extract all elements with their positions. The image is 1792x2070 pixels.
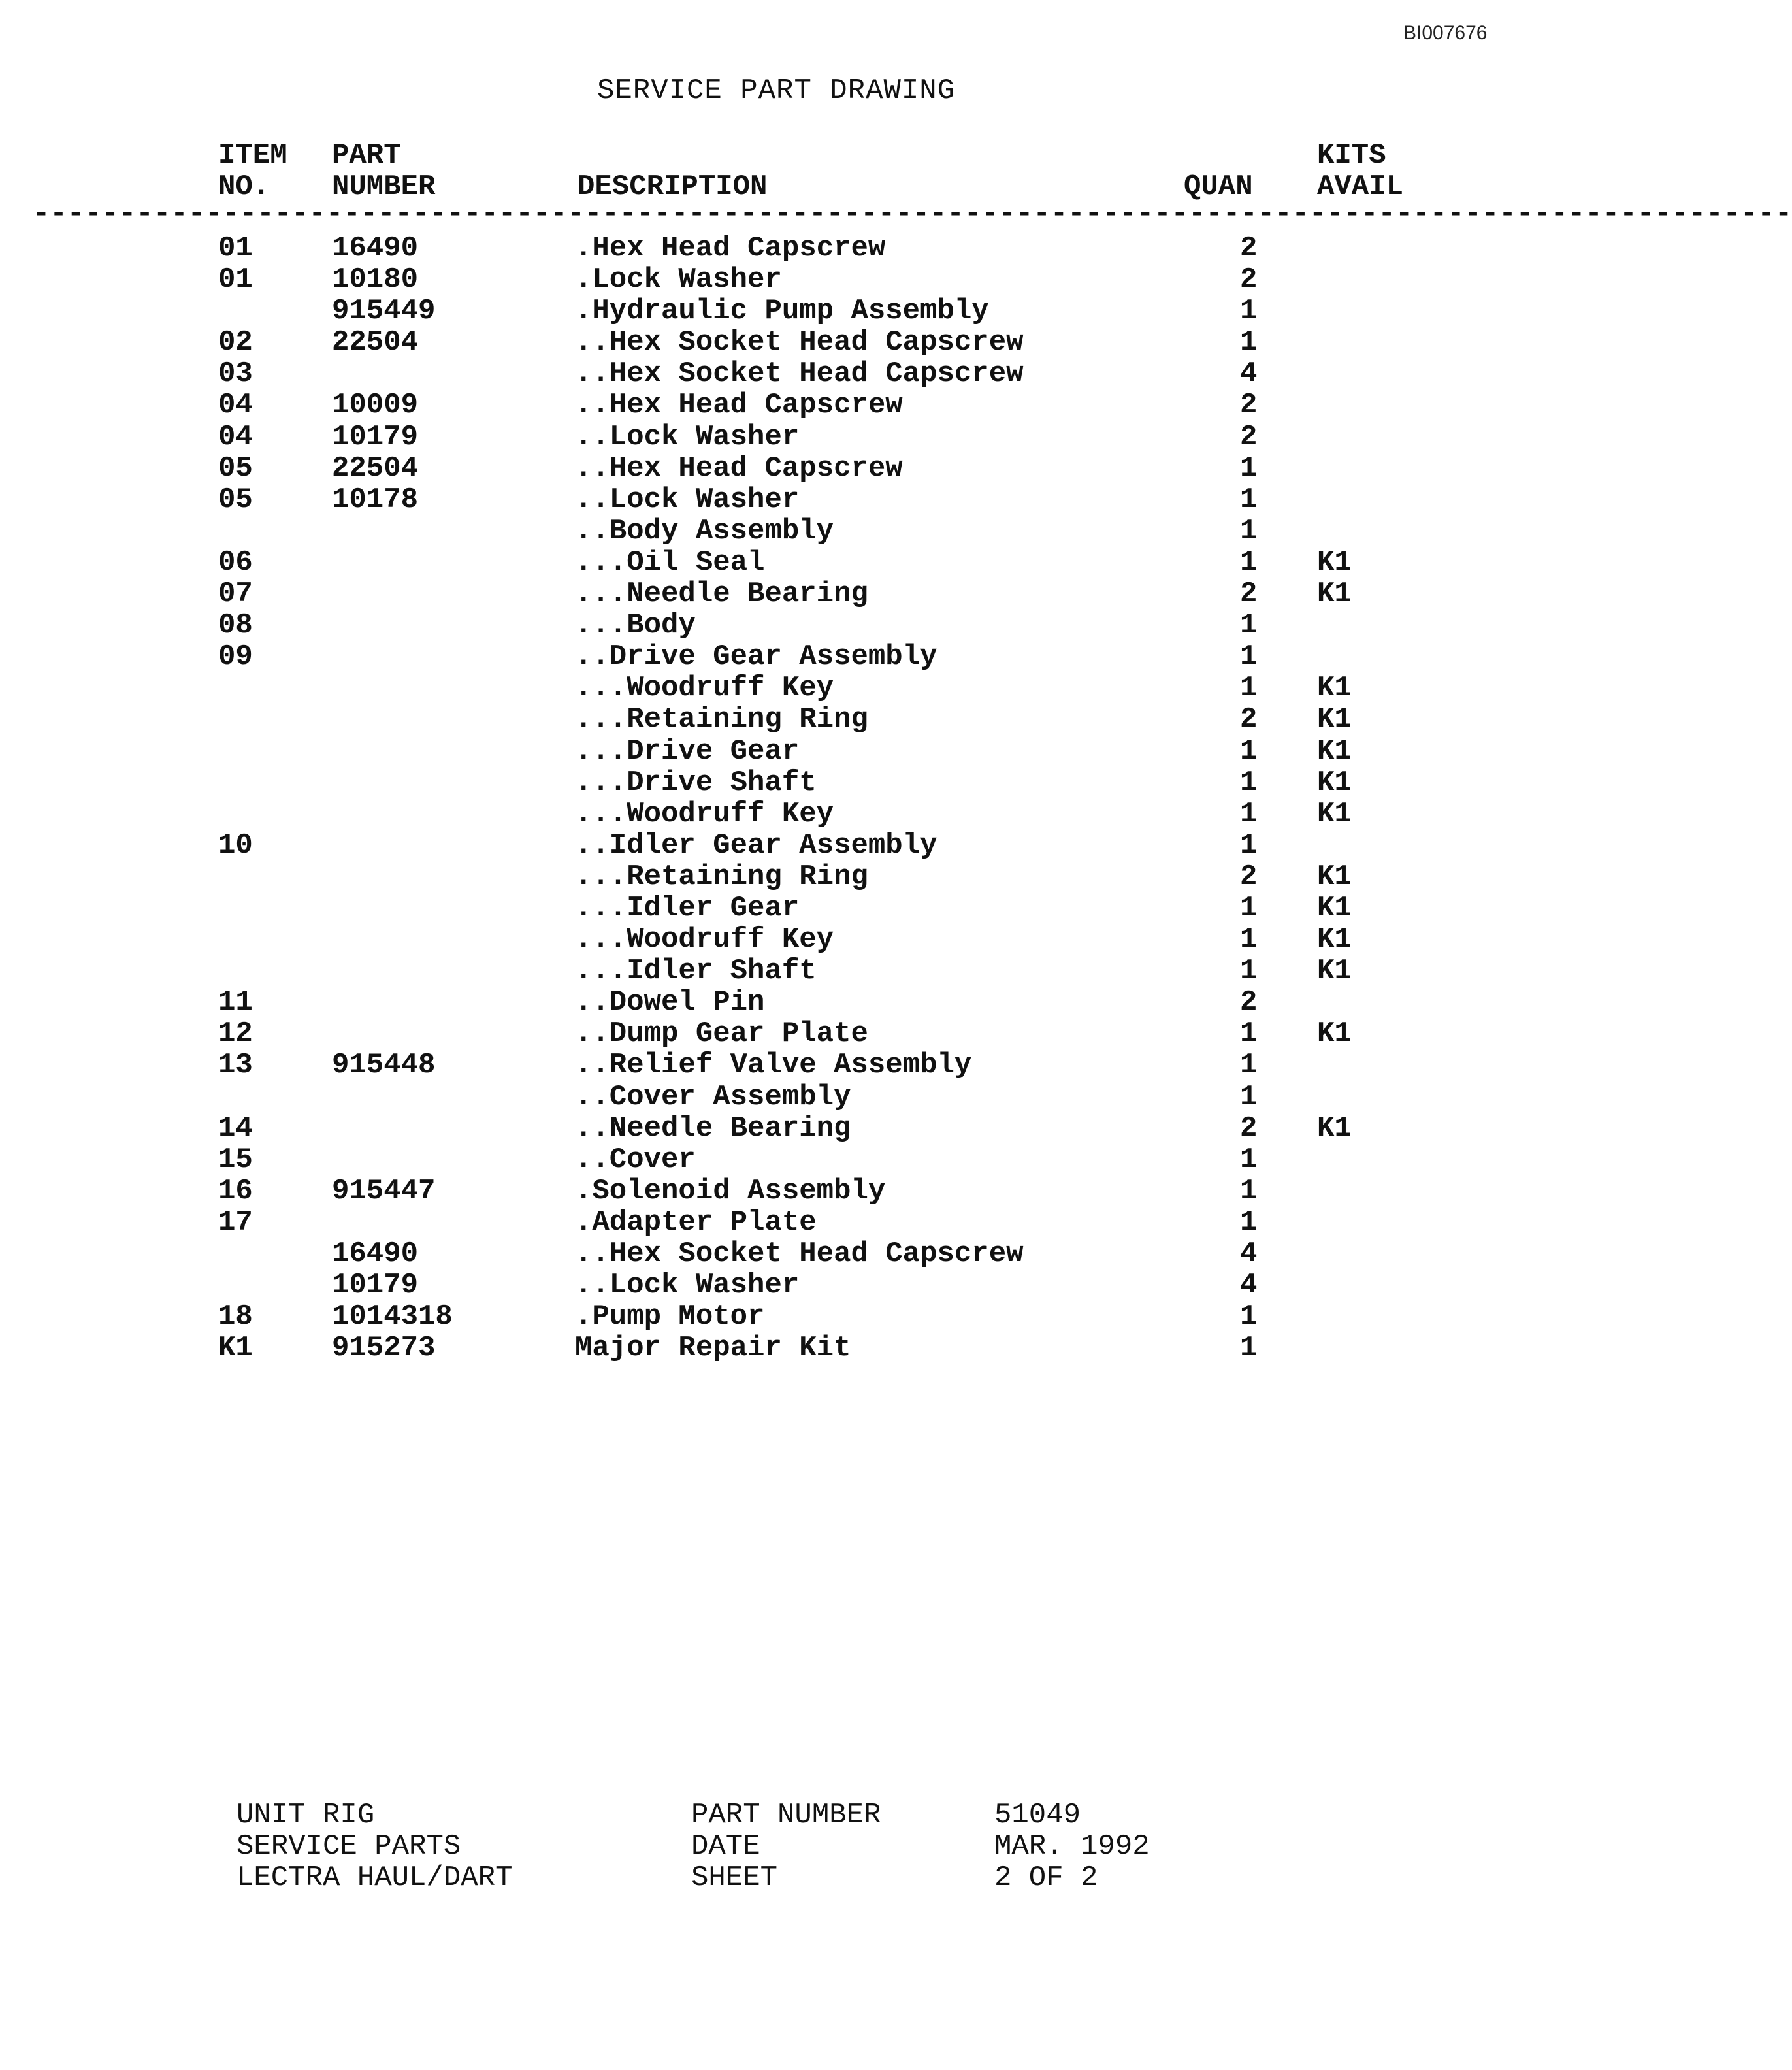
kit-cell: K1 (1317, 546, 1352, 579)
quantity-cell: 4 (1240, 357, 1258, 391)
table-row (0, 1018, 1599, 1049)
footer-label-sheet: SHEET (691, 1862, 778, 1894)
header-item-line2: NO. (218, 171, 270, 203)
description-cell: .Hydraulic Pump Assembly (575, 295, 989, 328)
item-no-cell: 05 (218, 452, 253, 485)
part-number-cell: 16490 (332, 232, 419, 265)
part-number-cell: 10179 (332, 420, 419, 453)
part-number-cell: 915448 (332, 1049, 436, 1082)
kit-cell: K1 (1317, 672, 1352, 705)
description-cell: Major Repair Kit (575, 1332, 851, 1365)
item-no-cell: 10 (218, 829, 253, 862)
table-row (0, 861, 1599, 893)
footer-labels (691, 1799, 881, 1894)
table-row (0, 1238, 1599, 1270)
description-cell: ...Retaining Ring (575, 703, 868, 736)
kit-cell: K1 (1317, 797, 1352, 830)
description-cell: ...Drive Shaft (575, 766, 817, 799)
table-row (0, 516, 1599, 547)
part-number-cell: 10009 (332, 389, 419, 422)
table-row (0, 1270, 1599, 1301)
item-no-cell: 06 (218, 546, 253, 579)
item-no-cell: 04 (218, 420, 253, 453)
quantity-cell: 1 (1240, 514, 1258, 548)
description-cell: ..Idler Gear Assembly (575, 829, 937, 862)
description-cell: ...Woodruff Key (575, 797, 834, 830)
part-number-cell: 22504 (332, 452, 419, 485)
description-cell: ..Lock Washer (575, 1269, 800, 1302)
quantity-cell: 1 (1240, 891, 1258, 925)
table-row (0, 358, 1599, 389)
table-row (0, 767, 1599, 798)
quantity-cell: 2 (1240, 703, 1258, 736)
kit-cell: K1 (1317, 703, 1352, 736)
table-row (0, 1081, 1599, 1113)
description-cell: ..Hex Head Capscrew (575, 389, 903, 422)
quantity-cell: 1 (1240, 295, 1258, 328)
quantity-cell: 1 (1240, 452, 1258, 485)
item-no-cell: 14 (218, 1111, 253, 1145)
part-number-cell: 22504 (332, 326, 419, 359)
table-row (0, 389, 1599, 421)
page-title: SERVICE PART DRAWING (597, 74, 956, 107)
description-cell: ...Idler Gear (575, 891, 800, 925)
quantity-cell: 1 (1240, 734, 1258, 768)
table-row (0, 987, 1599, 1018)
header-quan: QUAN (1184, 171, 1253, 203)
item-no-cell: 04 (218, 389, 253, 422)
description-cell: ..Cover (575, 1143, 696, 1176)
footer-company-line: LECTRA HAUL/DART (236, 1862, 513, 1894)
footer-values (994, 1799, 1150, 1894)
item-no-cell: 07 (218, 578, 253, 611)
table-row (0, 641, 1599, 672)
quantity-cell: 1 (1240, 1300, 1258, 1334)
description-cell: .Adapter Plate (575, 1206, 817, 1239)
table-row (0, 327, 1599, 358)
description-cell: ...Idler Shaft (575, 955, 817, 988)
quantity-cell: 1 (1240, 1174, 1258, 1208)
quantity-cell: 1 (1240, 1206, 1258, 1239)
quantity-cell: 4 (1240, 1238, 1258, 1270)
table-row (0, 798, 1599, 830)
item-no-cell: 02 (218, 326, 253, 359)
part-number-cell: 915447 (332, 1174, 436, 1208)
quantity-cell: 2 (1240, 1111, 1258, 1145)
header-part-line1: PART (332, 139, 401, 172)
quantity-cell: 1 (1240, 1143, 1258, 1176)
quantity-cell: 2 (1240, 578, 1258, 611)
table-row (0, 1113, 1599, 1144)
quantity-cell: 1 (1240, 609, 1258, 642)
footer-value-part-number: 51049 (994, 1799, 1081, 1832)
header-kits-line1: KITS (1317, 139, 1386, 172)
description-cell: ..Hex Socket Head Capscrew (575, 357, 1024, 391)
table-row (0, 893, 1599, 924)
header-item-line1: ITEM (218, 139, 287, 172)
description-cell: ...Oil Seal (575, 546, 765, 579)
description-cell: .Pump Motor (575, 1300, 765, 1334)
quantity-cell: 1 (1240, 483, 1258, 516)
description-cell: ..Lock Washer (575, 420, 800, 453)
item-no-cell: 03 (218, 357, 253, 391)
kit-cell: K1 (1317, 578, 1352, 611)
footer-company-line: SERVICE PARTS (236, 1830, 461, 1863)
kit-cell: K1 (1317, 923, 1352, 957)
description-cell: .Solenoid Assembly (575, 1174, 886, 1208)
item-no-cell: 08 (218, 609, 253, 642)
part-number-cell: 915449 (332, 295, 436, 328)
description-cell: ...Drive Gear (575, 734, 800, 768)
table-row (0, 924, 1599, 955)
kit-cell: K1 (1317, 955, 1352, 988)
header-divider: ------------------------------------------------------------------------------------------------------ (33, 197, 1792, 230)
quantity-cell: 2 (1240, 420, 1258, 453)
item-no-cell: 13 (218, 1049, 253, 1082)
table-row (0, 1049, 1599, 1081)
header-description: DESCRIPTION (578, 171, 768, 203)
kit-cell: K1 (1317, 860, 1352, 893)
footer-company (236, 1799, 512, 1894)
quantity-cell: 1 (1240, 1017, 1258, 1051)
quantity-cell: 1 (1240, 797, 1258, 830)
header-part-number (332, 140, 435, 203)
item-no-cell: K1 (218, 1332, 253, 1365)
quantity-cell: 1 (1240, 640, 1258, 674)
table-row (0, 453, 1599, 484)
quantity-cell: 2 (1240, 232, 1258, 265)
table-row (0, 264, 1599, 295)
item-no-cell: 01 (218, 232, 253, 265)
parts-table (0, 233, 1599, 1364)
table-row (0, 233, 1599, 264)
item-no-cell: 15 (218, 1143, 253, 1176)
document-id: BI007676 (1403, 22, 1488, 44)
footer-value-date: MAR. 1992 (994, 1830, 1150, 1863)
item-no-cell: 11 (218, 986, 253, 1019)
item-no-cell: 12 (218, 1017, 253, 1051)
part-number-cell: 915273 (332, 1332, 436, 1365)
part-number-cell: 10180 (332, 263, 419, 297)
description-cell: ..Body Assembly (575, 514, 834, 548)
part-number-cell: 10178 (332, 483, 419, 516)
quantity-cell: 1 (1240, 1049, 1258, 1082)
table-row (0, 736, 1599, 767)
item-no-cell: 17 (218, 1206, 253, 1239)
header-kits-avail (1317, 140, 1403, 203)
item-no-cell: 05 (218, 483, 253, 516)
description-cell: ..Hex Socket Head Capscrew (575, 1238, 1024, 1270)
table-row (0, 1332, 1599, 1364)
item-no-cell: 18 (218, 1300, 253, 1334)
description-cell: .Lock Washer (575, 263, 782, 297)
quantity-cell: 1 (1240, 672, 1258, 705)
quantity-cell: 2 (1240, 986, 1258, 1019)
description-cell: ..Hex Head Capscrew (575, 452, 903, 485)
table-row (0, 704, 1599, 735)
table-row (0, 547, 1599, 578)
kit-cell: K1 (1317, 891, 1352, 925)
part-number-cell: 16490 (332, 1238, 419, 1270)
footer-label-part-number: PART NUMBER (691, 1799, 881, 1832)
description-cell: ..Needle Bearing (575, 1111, 851, 1145)
description-cell: ...Needle Bearing (575, 578, 868, 611)
header-item-no (218, 140, 287, 203)
kit-cell: K1 (1317, 766, 1352, 799)
header-kits-line2: AVAIL (1317, 171, 1404, 203)
footer-value-sheet: 2 OF 2 (994, 1862, 1098, 1894)
table-row (0, 421, 1599, 453)
header-part-line2: NUMBER (332, 171, 436, 203)
quantity-cell: 1 (1240, 546, 1258, 579)
description-cell: ...Retaining Ring (575, 860, 868, 893)
kit-cell: K1 (1317, 1017, 1352, 1051)
description-cell: ..Cover Assembly (575, 1080, 851, 1113)
table-row (0, 830, 1599, 861)
quantity-cell: 2 (1240, 860, 1258, 893)
table-row (0, 1207, 1599, 1238)
description-cell: ..Drive Gear Assembly (575, 640, 937, 674)
quantity-cell: 1 (1240, 1080, 1258, 1113)
table-row (0, 955, 1599, 987)
description-cell: ...Woodruff Key (575, 923, 834, 957)
table-row (0, 1175, 1599, 1207)
footer-label-date: DATE (691, 1830, 760, 1863)
quantity-cell: 2 (1240, 389, 1258, 422)
quantity-cell: 1 (1240, 955, 1258, 988)
item-no-cell: 16 (218, 1174, 253, 1208)
part-number-cell: 1014318 (332, 1300, 453, 1334)
part-number-cell: 10179 (332, 1269, 419, 1302)
description-cell: ...Body (575, 609, 696, 642)
quantity-cell: 4 (1240, 1269, 1258, 1302)
table-row (0, 578, 1599, 610)
kit-cell: K1 (1317, 734, 1352, 768)
description-cell: ..Relief Valve Assembly (575, 1049, 972, 1082)
item-no-cell: 09 (218, 640, 253, 674)
table-row (0, 295, 1599, 327)
quantity-cell: 1 (1240, 829, 1258, 862)
description-cell: ..Dowel Pin (575, 986, 765, 1019)
footer-company-line: UNIT RIG (236, 1799, 375, 1832)
quantity-cell: 1 (1240, 923, 1258, 957)
table-row (0, 484, 1599, 516)
quantity-cell: 1 (1240, 766, 1258, 799)
quantity-cell: 1 (1240, 326, 1258, 359)
description-cell: ...Woodruff Key (575, 672, 834, 705)
table-row (0, 1301, 1599, 1332)
description-cell: ..Lock Washer (575, 483, 800, 516)
item-no-cell: 01 (218, 263, 253, 297)
description-cell: .Hex Head Capscrew (575, 232, 886, 265)
table-row (0, 610, 1599, 641)
quantity-cell: 1 (1240, 1332, 1258, 1365)
table-row (0, 1144, 1599, 1175)
quantity-cell: 2 (1240, 263, 1258, 297)
kit-cell: K1 (1317, 1111, 1352, 1145)
description-cell: ..Hex Socket Head Capscrew (575, 326, 1024, 359)
table-row (0, 672, 1599, 704)
description-cell: ..Dump Gear Plate (575, 1017, 868, 1051)
